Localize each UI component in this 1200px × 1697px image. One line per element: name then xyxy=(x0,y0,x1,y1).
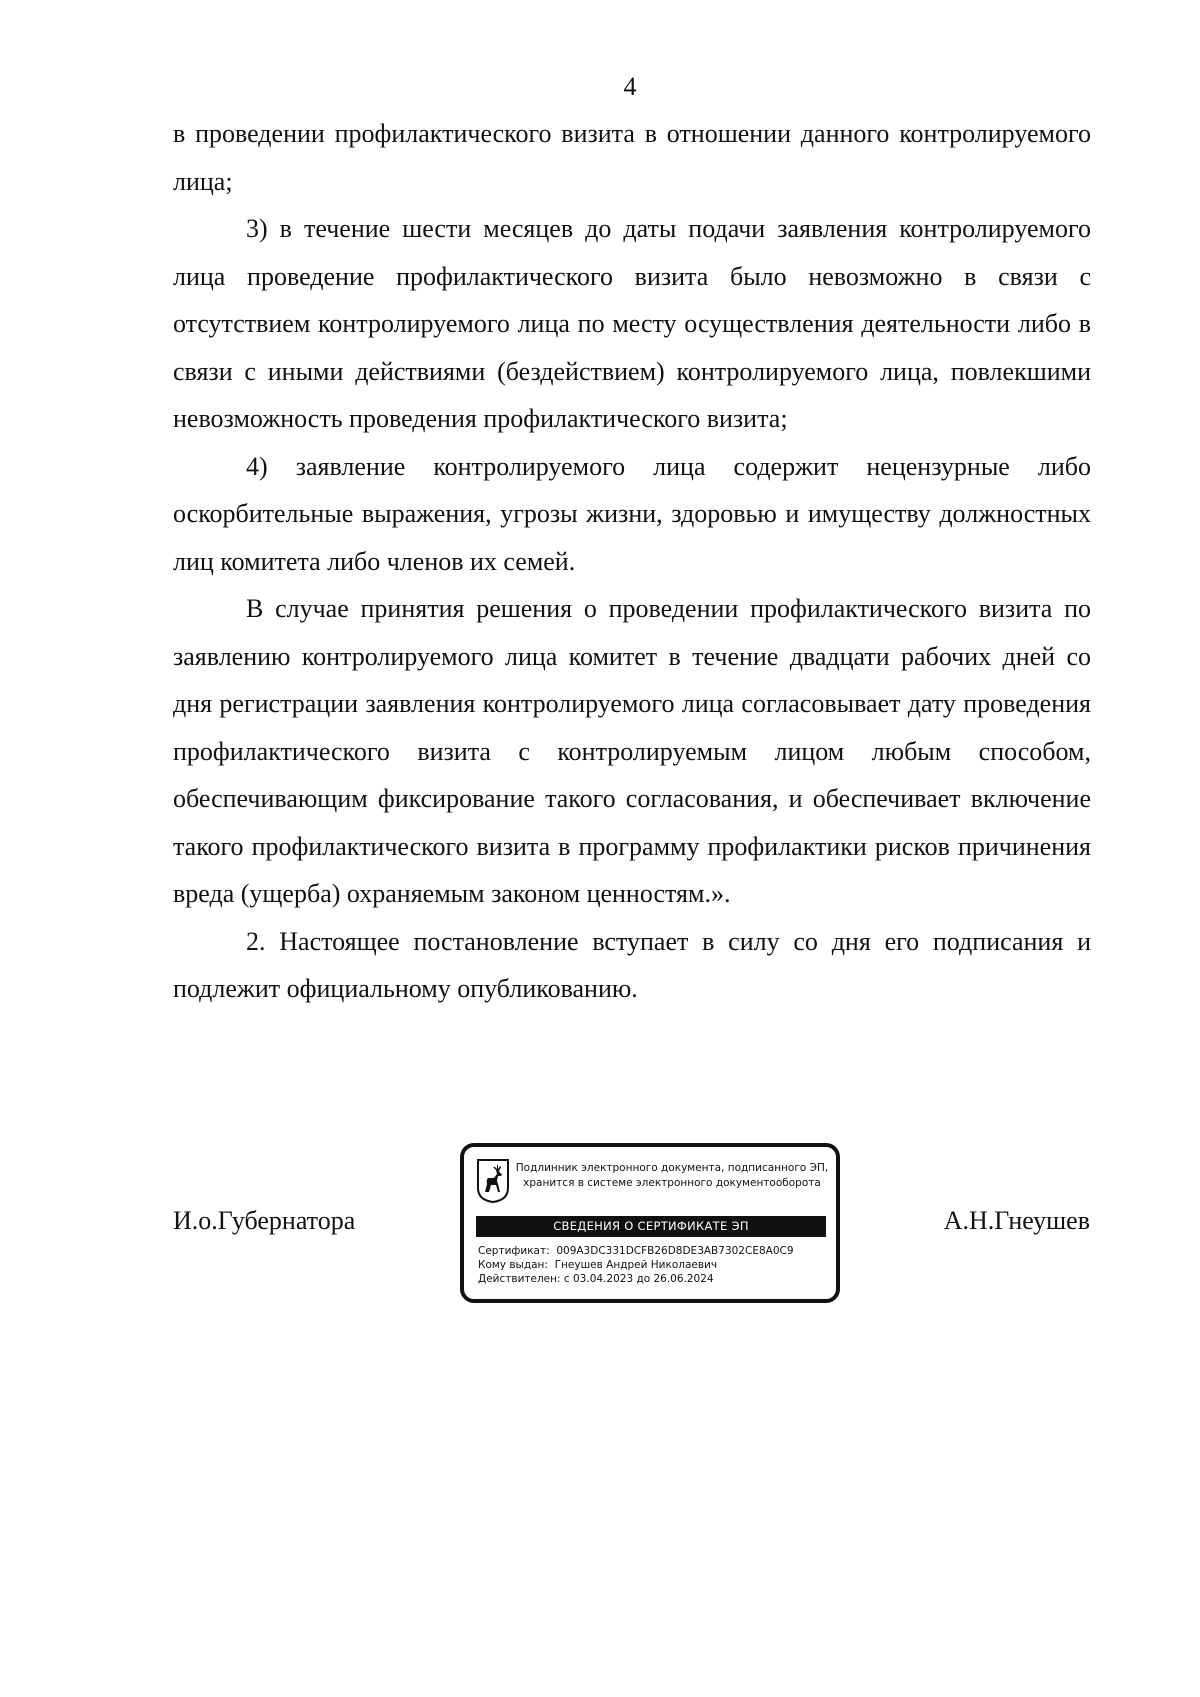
stamp-header-line-2: хранится в системе электронного документооборота xyxy=(523,1177,821,1189)
signatory-position: И.о.Губернатора xyxy=(173,1206,356,1235)
paragraph-item-4: 4) заявление контролируемого лица содержит нецензурные либо оскорбительные выражения, угрозы жизни, здоровью и имуществу должностных лиц комитета либо членов их семей. xyxy=(173,451,1091,576)
paragraph-decision: В случае принятия решения о проведении профилактического визита по заявлению контролируемого лица комитет в течение двадцати рабочих дней со дня регистрации заявления контролируемого лица согласовывает дату проведения профилактического визита с контролируемым лицом любым способом, обеспечивающим фиксирование такого согласования, и обеспечивает включение такого профилактического визита в программу профилактики рисков причинения вреда (ущерба) охраняемым законом ценностям.». xyxy=(173,594,1091,908)
issued-to-value: Гнеушев Андрей Николаевич xyxy=(554,1259,718,1271)
certificate-label: Сертификат: xyxy=(478,1245,550,1257)
validity-row xyxy=(478,1272,828,1286)
paragraph-continuation: в проведении профилактического визита в отношении данного контролируемого лица; xyxy=(173,119,1091,196)
validity-value: с 03.04.2023 до 26.06.2024 xyxy=(563,1273,714,1285)
stamp-details xyxy=(478,1244,828,1286)
page-number: 4 xyxy=(623,72,637,101)
signer-name: А.Н.Гнеушев xyxy=(943,1206,1090,1235)
electronic-signature-stamp xyxy=(460,1143,840,1303)
issued-to-label: Кому выдан: xyxy=(478,1259,548,1271)
deer-coat-of-arms-icon xyxy=(476,1158,510,1204)
certificate-row xyxy=(478,1244,828,1258)
stamp-header xyxy=(512,1161,832,1191)
validity-label: Действителен: xyxy=(478,1273,561,1285)
paragraph-clause-2: 2. Настоящее постановление вступает в силу со дня его подписания и подлежит официальному опубликованию. xyxy=(173,926,1091,1003)
stamp-header-line-1: Подлинник электронного документа, подписанного ЭП, xyxy=(515,1162,829,1174)
document-body xyxy=(173,110,1091,1013)
paragraph-item-3: 3) в течение шести месяцев до даты подачи заявления контролируемого лица проведение профилактического визита было невозможно в связи с отсутствием контролируемого лица по месту осуществления деятельности либо в связи с иными действиями (бездействием) контролируемого лица, повлекшими невозможность проведения профилактического визита; xyxy=(173,214,1091,433)
certificate-value: 009A3DC331DCFB26D8DE3AB7302CE8A0C9 xyxy=(556,1245,794,1257)
issued-to-row xyxy=(478,1258,828,1272)
stamp-title-bar: СВЕДЕНИЯ О СЕРТИФИКАТЕ ЭП xyxy=(476,1216,826,1237)
